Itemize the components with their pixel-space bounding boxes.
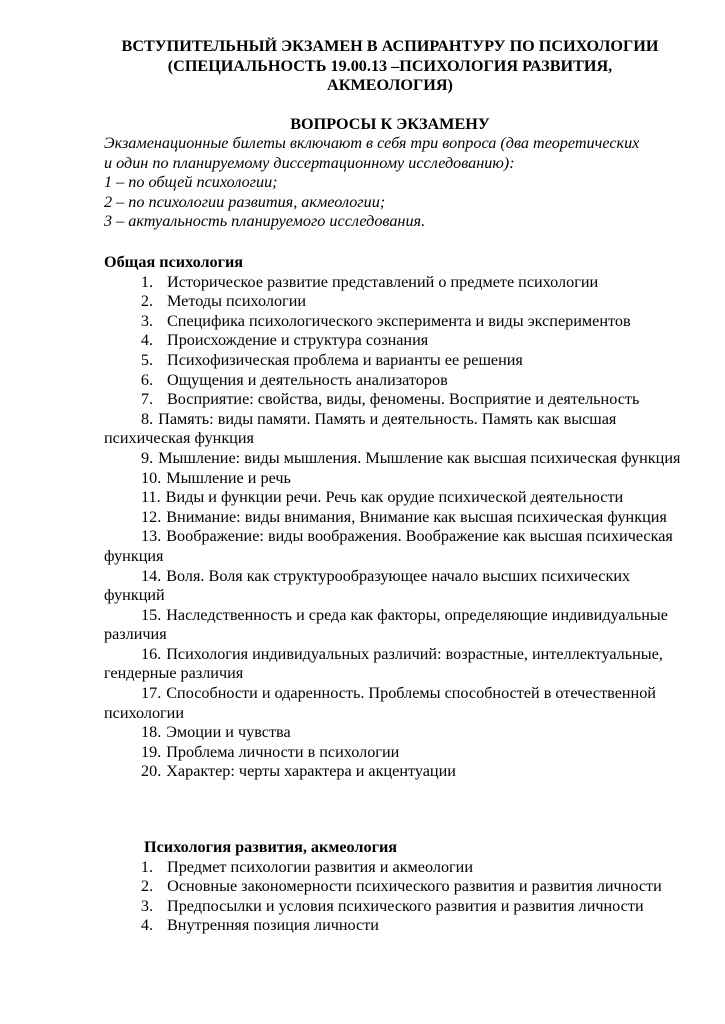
item-text: Психология индивидуальных различий: возрастные, интеллектуальные, гендерные различия [104,644,663,683]
list-item [104,351,684,371]
item-text: Методы психологии [167,292,307,311]
developmental-psychology-section [104,838,684,936]
item-number: 12. [141,507,162,526]
item-text: Память: виды памяти. Память и деятельность. Память как высшая психическая функция [104,409,617,448]
list-item [104,331,684,351]
item-text: Восприятие: свойства, виды, феномены. Восприятие и деятельность [167,390,640,409]
item-number: 4. [140,916,153,935]
item-number: 13. [141,527,162,546]
item-number: 16. [141,644,162,663]
item-number: 3. [140,896,153,915]
list-item [104,488,684,508]
list-item [104,292,684,312]
item-text: Характер: черты характера и акцентуации [166,762,456,781]
item-text: Ощущения и деятельность анализаторов [167,370,448,389]
item-number: 20. [141,762,162,781]
item-text: Эмоции и чувства [166,723,291,742]
list-item [104,273,684,293]
item-text: Происхождение и структура сознания [167,331,429,350]
item-number: 2. [140,292,153,311]
intro-line-4: 2 – по психологии развития, акмеологии; [104,192,386,211]
list-item [104,606,684,645]
item-text: Предмет психологии развития и акмеологии [167,857,474,876]
list-item [104,723,684,743]
list-item [104,410,684,449]
item-text: Основные закономерности психического развития и развития личности [167,877,662,896]
item-number: 17. [141,684,162,703]
list-item [104,645,684,684]
item-text: Способности и одаренность. Проблемы способностей в отечественной психологии [104,684,656,722]
list-item [104,743,684,763]
item-text: Историческое развитие представлений о предмете психологии [167,272,599,291]
intro-line-5: 3 – актуальность планируемого исследования. [104,212,426,231]
item-number: 15. [141,605,162,624]
item-number: 19. [141,742,162,761]
list-item [104,567,684,606]
intro-paragraph [104,134,679,232]
item-number: 9. [141,448,154,467]
item-text: Мышление: виды мышления. Мышление как высшая психическая функция [158,448,681,467]
list-item [104,390,684,410]
item-number: 11. [141,488,161,507]
section-title: Психология развития, акмеология [144,838,398,856]
item-number: 4. [140,331,153,350]
item-number: 5. [140,350,153,369]
item-text: Предпосылки и условия психического развития и развития личности [167,896,644,915]
list-item [104,684,684,723]
list-item [104,762,684,782]
item-text: Специфика психологического эксперимента и виды экспериментов [167,311,631,330]
list-item [104,449,684,469]
item-text: Внутренняя позиция личности [167,916,379,935]
item-text: Внимание: виды внимания, Внимание как высшая психическая функция [166,507,667,526]
list-item [104,371,684,391]
exam-questions-heading: ВОПРОСЫ К ЭКЗАМЕНУ [290,115,490,133]
list-item [104,877,684,897]
item-number: 6. [140,370,153,389]
title-line-2: (СПЕЦИАЛЬНОСТЬ 19.00.13 –ПСИХОЛОГИЯ РАЗВИТИЯ, [167,56,613,75]
item-number: 3. [140,311,153,330]
item-number: 10. [141,468,162,487]
item-number: 8. [141,409,154,428]
item-text: Воображение: виды воображения. Воображение как высшая психическая функция [104,527,673,565]
intro-line-2: и один по планируемому диссертационному исследованию): [104,153,515,172]
item-number: 1. [140,272,153,291]
general-psychology-section [104,253,684,782]
document-title [100,37,680,96]
list-item [104,469,684,489]
item-text: Проблема личности в психологии [166,742,400,761]
list-item [104,508,684,528]
item-text: Виды и функции речи. Речь как орудие психической деятельности [165,488,624,507]
list-item [104,527,684,566]
item-number: 14. [141,566,162,585]
list-item [104,312,684,332]
item-number: 2. [141,877,154,896]
intro-line-3: 1 – по общей психологии; [104,173,278,192]
section-title: Общая психология [104,253,244,271]
item-number: 7. [140,390,153,409]
item-text: Воля. Воля как структурообразующее начало высших психических функций [104,566,631,605]
intro-line-1: Экзаменационные билеты включают в себя три вопроса (два теоретических [104,134,640,152]
list-item [104,897,684,917]
list-item [104,916,684,936]
list-item [104,858,684,878]
item-text: Психофизическая проблема и варианты ее решения [167,350,523,369]
item-text: Наследственность и среда как факторы, определяющие индивидуальные различия [104,605,668,644]
item-number: 18. [141,723,162,742]
title-line-1: ВСТУПИТЕЛЬНЫЙ ЭКЗАМЕН В АСПИРАНТУРУ ПО ПСИХОЛОГИИ [121,37,659,55]
item-number: 1. [140,857,153,876]
item-text: Мышление и речь [166,468,291,487]
title-line-3: АКМЕОЛОГИЯ) [327,76,453,94]
